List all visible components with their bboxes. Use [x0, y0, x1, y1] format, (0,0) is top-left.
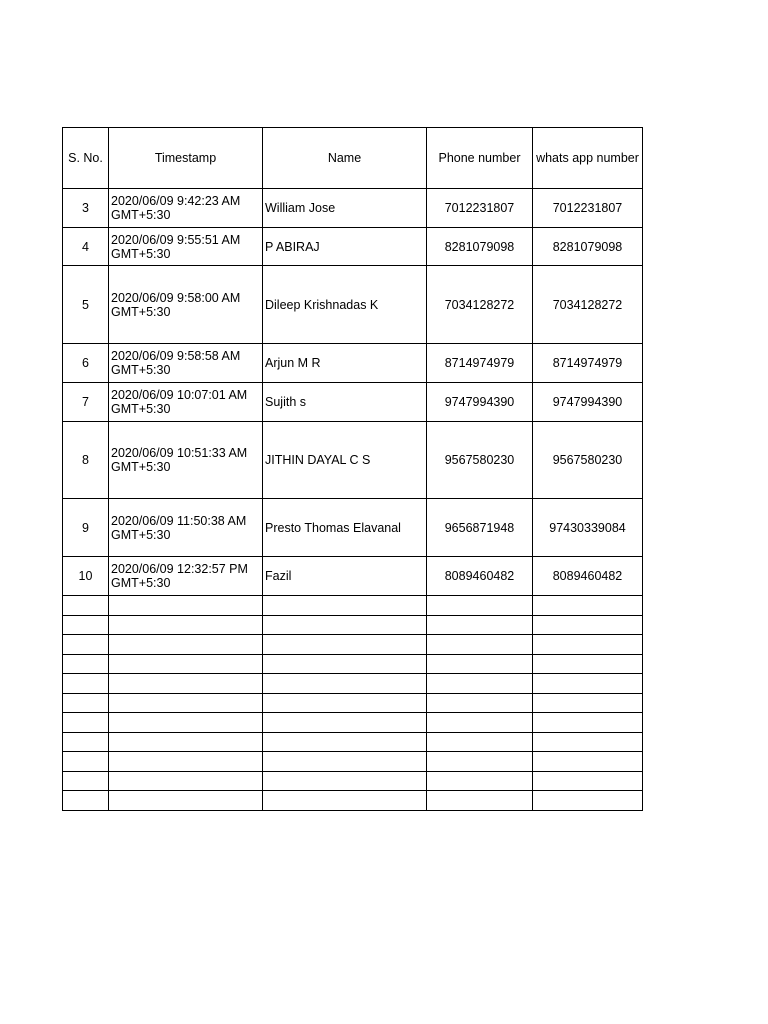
cell-whatsapp: 97430339084: [533, 499, 643, 557]
empty-cell: [63, 713, 109, 733]
cell-whatsapp: 9567580230: [533, 422, 643, 499]
timestamp-timezone: GMT+5:30: [111, 363, 171, 377]
cell-whatsapp: 8281079098: [533, 228, 643, 266]
cell-phone: 7012231807: [427, 189, 533, 228]
empty-cell: [533, 752, 643, 772]
empty-cell: [63, 791, 109, 811]
cell-phone: 8714974979: [427, 344, 533, 383]
empty-cell: [263, 615, 427, 635]
cell-timestamp: [109, 422, 263, 499]
table-row: [63, 422, 643, 499]
cell-sno: 4: [63, 228, 109, 266]
empty-cell: [109, 615, 263, 635]
cell-phone: 8089460482: [427, 557, 533, 596]
cell-phone: 9656871948: [427, 499, 533, 557]
empty-row: [63, 752, 643, 772]
cell-sno: 8: [63, 422, 109, 499]
empty-cell: [427, 596, 533, 616]
empty-cell: [533, 693, 643, 713]
cell-sno: 9: [63, 499, 109, 557]
cell-name: P ABIRAJ: [263, 228, 427, 266]
empty-cell: [427, 615, 533, 635]
empty-cell: [109, 654, 263, 674]
timestamp-timezone: GMT+5:30: [111, 576, 171, 590]
cell-name: Arjun M R: [263, 344, 427, 383]
empty-cell: [427, 713, 533, 733]
timestamp-timezone: GMT+5:30: [111, 460, 171, 474]
timestamp-datetime: 2020/06/09 11:50:38 AM: [111, 513, 247, 528]
empty-cell: [427, 732, 533, 752]
table-row: [63, 344, 643, 383]
empty-cell: [533, 732, 643, 752]
empty-cell: [427, 674, 533, 694]
empty-cell: [533, 674, 643, 694]
cell-timestamp: [109, 189, 263, 228]
empty-cell: [109, 752, 263, 772]
empty-cell: [263, 771, 427, 791]
cell-phone: 8281079098: [427, 228, 533, 266]
empty-cell: [533, 635, 643, 655]
header-timestamp: Timestamp: [109, 128, 263, 189]
cell-timestamp: [109, 344, 263, 383]
empty-cell: [263, 791, 427, 811]
timestamp-datetime: 2020/06/09 10:07:01 AM: [111, 388, 248, 402]
cell-name: Fazil: [263, 557, 427, 596]
cell-whatsapp: 8714974979: [533, 344, 643, 383]
timestamp-datetime: 2020/06/09 12:32:57 PM: [111, 562, 248, 576]
empty-cell: [427, 693, 533, 713]
empty-cell: [109, 771, 263, 791]
cell-timestamp: [109, 228, 263, 266]
empty-cell: [63, 674, 109, 694]
empty-cell: [263, 654, 427, 674]
empty-cell: [109, 713, 263, 733]
table-row: [63, 189, 643, 228]
cell-sno: 6: [63, 344, 109, 383]
empty-cell: [533, 596, 643, 616]
table-row: [63, 266, 643, 344]
empty-cell: [533, 615, 643, 635]
empty-row: [63, 654, 643, 674]
empty-cell: [63, 752, 109, 772]
empty-cell: [109, 732, 263, 752]
cell-whatsapp: 9747994390: [533, 383, 643, 422]
cell-name: Sujith s: [263, 383, 427, 422]
timestamp-timezone: GMT+5:30: [111, 208, 171, 222]
empty-cell: [63, 615, 109, 635]
header-name: Name: [263, 128, 427, 189]
timestamp-timezone: GMT+5:30: [111, 402, 171, 416]
empty-cell: [63, 693, 109, 713]
cell-whatsapp: 8089460482: [533, 557, 643, 596]
cell-name: Presto Thomas Elavanal: [263, 499, 427, 557]
empty-row: [63, 771, 643, 791]
empty-cell: [533, 771, 643, 791]
empty-cell: [63, 732, 109, 752]
empty-cell: [427, 752, 533, 772]
timestamp-datetime: 2020/06/09 10:51:33 AM: [111, 446, 248, 460]
cell-timestamp: [109, 266, 263, 344]
responses-table: [62, 127, 643, 811]
header-whatsapp-number: whats app number: [533, 128, 643, 189]
cell-name: William Jose: [263, 189, 427, 228]
empty-cell: [427, 654, 533, 674]
cell-timestamp: [109, 499, 263, 557]
table-row: [63, 499, 643, 557]
empty-row: [63, 732, 643, 752]
empty-cell: [109, 791, 263, 811]
empty-cell: [427, 771, 533, 791]
cell-phone: 9567580230: [427, 422, 533, 499]
empty-cell: [427, 791, 533, 811]
empty-rows: [63, 596, 643, 811]
empty-cell: [263, 635, 427, 655]
empty-row: [63, 615, 643, 635]
empty-cell: [427, 635, 533, 655]
empty-cell: [109, 596, 263, 616]
cell-sno: 7: [63, 383, 109, 422]
timestamp-timezone: GMT+5:30: [111, 304, 171, 319]
timestamp-timezone: GMT+5:30: [111, 527, 171, 542]
cell-name: Dileep Krishnadas K: [263, 266, 427, 344]
empty-row: [63, 693, 643, 713]
cell-whatsapp: 7034128272: [533, 266, 643, 344]
cell-name: JITHIN DAYAL C S: [263, 422, 427, 499]
timestamp-datetime: 2020/06/09 9:55:51 AM: [111, 232, 241, 247]
empty-row: [63, 791, 643, 811]
empty-cell: [263, 596, 427, 616]
empty-cell: [263, 713, 427, 733]
timestamp-datetime: 2020/06/09 9:58:58 AM: [111, 349, 241, 363]
empty-row: [63, 635, 643, 655]
empty-cell: [263, 674, 427, 694]
empty-cell: [533, 654, 643, 674]
timestamp-timezone: GMT+5:30: [111, 246, 171, 261]
cell-phone: 9747994390: [427, 383, 533, 422]
empty-cell: [63, 654, 109, 674]
header-phone-number: Phone number: [427, 128, 533, 189]
empty-cell: [109, 635, 263, 655]
empty-cell: [263, 732, 427, 752]
cell-phone: 7034128272: [427, 266, 533, 344]
header-row: [63, 128, 643, 189]
cell-sno: 5: [63, 266, 109, 344]
empty-cell: [533, 713, 643, 733]
timestamp-datetime: 2020/06/09 9:42:23 AM: [111, 194, 241, 208]
empty-cell: [109, 693, 263, 713]
table-row: [63, 228, 643, 266]
cell-timestamp: [109, 383, 263, 422]
table-row: [63, 383, 643, 422]
empty-row: [63, 713, 643, 733]
cell-sno: 10: [63, 557, 109, 596]
empty-cell: [263, 752, 427, 772]
empty-cell: [63, 635, 109, 655]
header-sno: S. No.: [63, 128, 109, 189]
empty-cell: [63, 771, 109, 791]
cell-sno: 3: [63, 189, 109, 228]
table-row: [63, 557, 643, 596]
empty-cell: [109, 674, 263, 694]
empty-row: [63, 674, 643, 694]
empty-cell: [63, 596, 109, 616]
cell-timestamp: [109, 557, 263, 596]
timestamp-datetime: 2020/06/09 9:58:00 AM: [111, 290, 241, 305]
empty-cell: [263, 693, 427, 713]
empty-row: [63, 596, 643, 616]
cell-whatsapp: 7012231807: [533, 189, 643, 228]
empty-cell: [533, 791, 643, 811]
